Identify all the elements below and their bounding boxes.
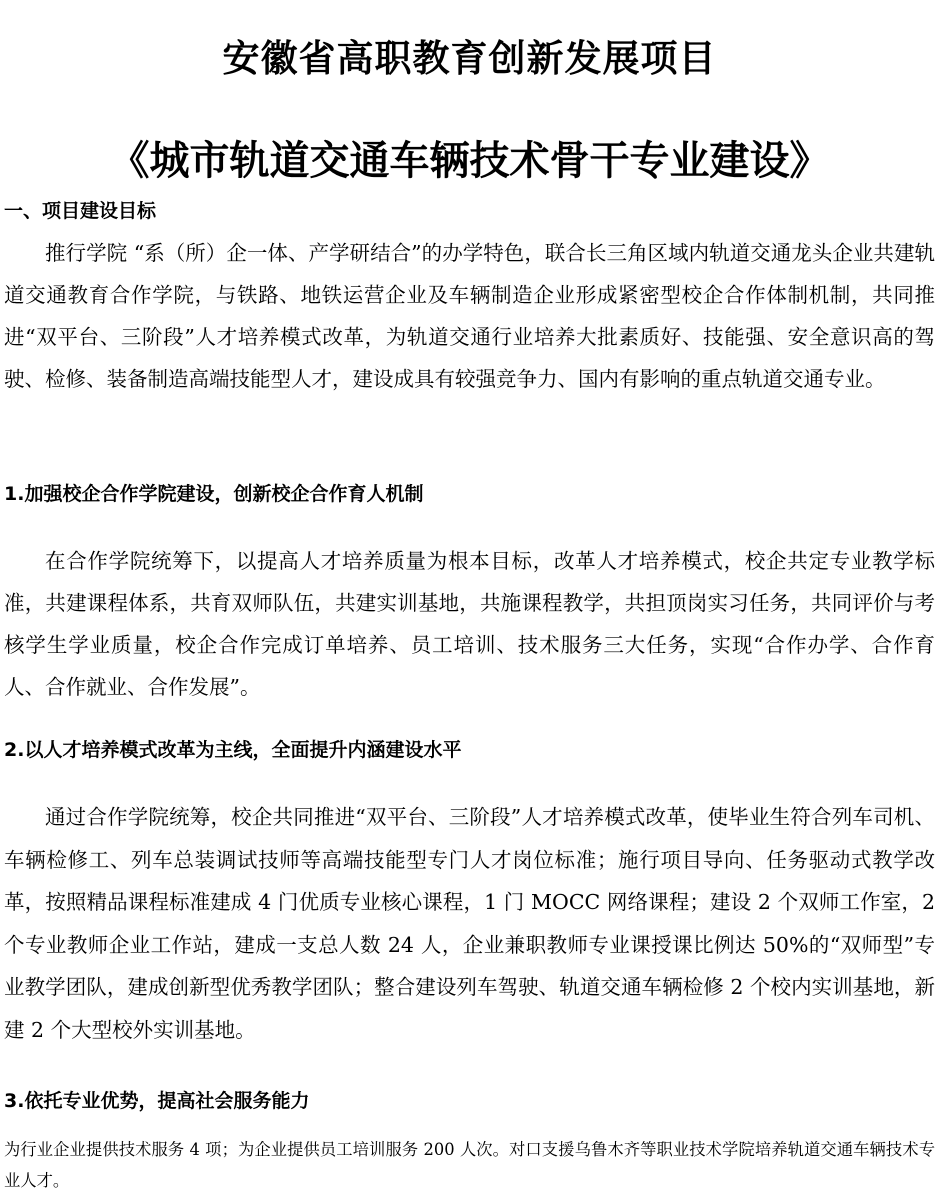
item-body-2: 通过合作学院统筹，校企共同推进“双平台、三阶段”人才培养模式改革，使毕业生符合列车司机、车辆检修工、列车总装调试技师等高端技能型专门人才岗位标准；施行项目导向、任务驱动式教学改革，按照精品课程标准建成 4 门优质专业核心课程，1 门 MOCC 网络课程；建设 2 个双师工作室，2 个专业教师企业工作站，建成一支总人数 24 人，企业兼职教师专业课授课比例达 50%的“双师型”专业教学团队，建成创新型优秀教学团队；整合建设列车驾驶、轨道交通车辆检修 2 个校内实训基地，新建 2 个大型校外实训基地。: [4, 805, 935, 1042]
item-heading-2: 2.以人才培养模式改革为主线，全面提升内涵建设水平: [4, 739, 462, 761]
document-subtitle: 《城市轨道交通车辆技术骨干专业建设》: [109, 137, 830, 184]
item-heading-1: 1.加强校企合作学院建设，创新校企合作育人机制: [4, 483, 424, 505]
section-heading-goals: 一、项目建设目标: [4, 200, 157, 222]
item-body-1: 在合作学院统筹下，以提高人才培养质量为根本目标，改革人才培养模式，校企共定专业教学标准，共建课程体系，共育双师队伍，共建实训基地，共施课程教学，共担顶岗实习任务，共同评价与考核学生学业质量，校企合作完成订单培养、员工培训、技术服务三大任务，实现“合作办学、合作育人、合作就业、合作发展”。: [4, 549, 935, 699]
goal-paragraph: 推行学院 “系（所）企一体、产学研结合”的办学特色，联合长三角区域内轨道交通龙头企业共建轨道交通教育合作学院，与铁路、地铁运营企业及车辆制造企业形成紧密型校企合作体制机制，共同推进“双平台、三阶段”人才培养模式改革，为轨道交通行业培养大批素质好、技能强、安全意识高的驾驶、检修、装备制造高端技能型人才，建设成具有较强竞争力、国内有影响的重点轨道交通专业。: [4, 241, 935, 391]
item-body-3: 为行业企业提供技术服务 4 项；为企业提供员工培训服务 200 人次。对口支援乌鲁木齐等职业技术学院培养轨道交通车辆技术专业人才。: [4, 1140, 935, 1190]
item-heading-3: 3.依托专业优势，提高社会服务能力: [4, 1090, 310, 1112]
document-title: 安徽省高职教育创新发展项目: [222, 37, 717, 80]
